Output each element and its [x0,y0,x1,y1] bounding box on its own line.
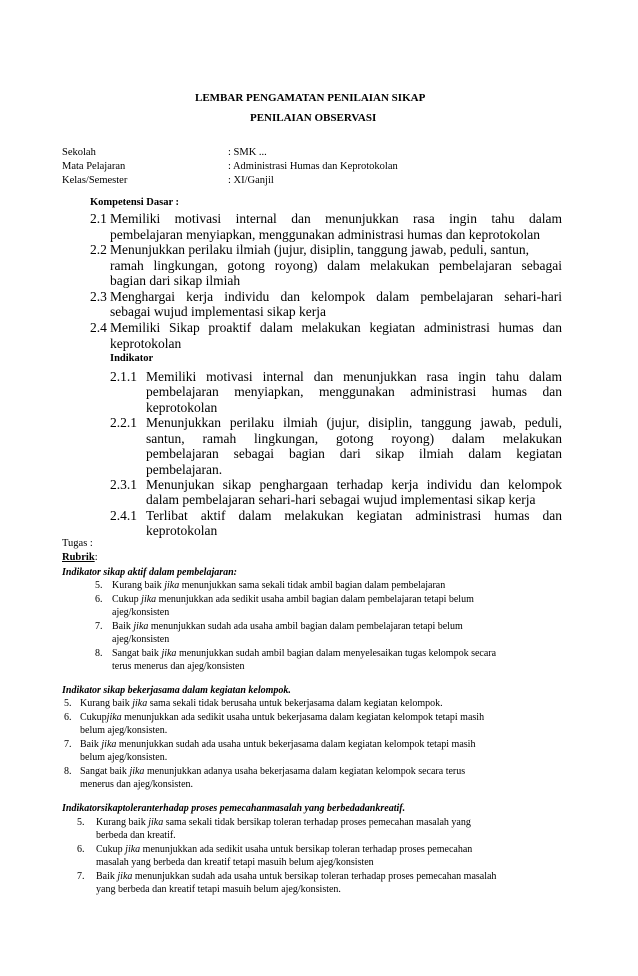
rubric-number: 7. [64,739,72,750]
rubric-text: Kurang baik jika sama sekali tidak berusaha untuk bekerjasama dalam kegiatan kelompok. [80,698,443,709]
indikator-text: keprotokolan [146,400,218,415]
section1-heading: Indikator sikap aktif dalam pembelajaran: [62,567,238,578]
indikator-number: 2.2.1 [110,415,137,430]
rubric-text: Sangat baik jika menunjukkan adanya usaha bekerjasama dalam kegiatan kelompok secara terus [80,766,466,777]
indikator-text: Menunjukan sikap penghargaan terhadap kerja individu dan kelompok [146,477,562,492]
rubric-number: 5. [77,817,85,828]
info-value: : Administrasi Humas dan Keprotokolan [228,161,398,172]
kd-text: Menunjukkan perilaku ilmiah (jujur, disiplin, tanggung jawab, peduli, santun, [110,242,530,257]
rubrik-title: Rubrik [62,552,95,563]
section2-heading: Indikator sikap bekerjasama dalam kegiatan kelompok. [62,685,291,696]
rubric-text: belum ajeg/konsisten. [80,725,168,736]
info-value: : XI/Ganjil [228,175,274,186]
rubric-number: 6. [95,594,103,605]
kd-number: 2.3 [90,289,107,304]
rubric-number: 6. [77,844,85,855]
rubric-number: 5. [95,580,103,591]
kd-number: 2.1 [90,211,107,226]
kd-number: 2.2 [90,242,107,257]
rubric-text: Cukup jika menunjukkan ada sedikit usaha ambil bagian dalam pembelajaran tetapi belum [112,594,474,605]
indikator-number: 2.3.1 [110,477,137,492]
rubric-number: 5. [64,698,72,709]
rubric-text: yang berbeda dan kreatif tetapi masuih belum ajeg/konsisten. [96,884,341,895]
indikator-text: Menunjukkan perilaku ilmiah (jujur, disiplin, tanggung jawab, peduli, [146,415,562,430]
kd-text: Memiliki motivasi internal dan menunjukkan rasa ingin tahu dalam [110,211,562,226]
rubric-text: Kurang baik jika menunjukkan sama sekali tidak ambil bagian dalam pembelajaran [112,580,446,591]
indikator-text: dalam pembelajaran sehari-hari sebagai wujud implementasi sikap kerja [146,492,536,507]
doc-subtitle: PENILAIAN OBSERVASI [250,112,377,124]
rubric-text: berbeda dan kreatif. [96,830,176,841]
kd-text: keprotokolan [110,336,182,351]
indikator-heading: Indikator [110,353,154,364]
rubric-number: 6. [64,712,72,723]
indikator-text: pembelajaran menyiapkan, menggunakan administrasi humas dan [146,384,562,399]
section3-heading: Indikatorsikaptoleranterhadap proses pemecahanmasalah yang berbedadankreatif. [62,803,406,814]
rubric-text: masalah yang berbeda dan kreatif tetapi masuih belum ajeg/konsisten [96,857,374,868]
info-value: : SMK ... [228,147,267,158]
kd-text: Memiliki Sikap proaktif dalam melakukan kegiatan administrasi humas dan [110,320,562,335]
rubric-text: Cukup jika menunjukkan ada sedikit usaha untuk bersikap toleran terhadap proses pemecahan [96,844,473,855]
rubrik-label [62,552,98,563]
indikator-text: Terlibat aktif dalam melakukan kegiatan administrasi humas dan [146,508,562,523]
rubric-text: menerus dan ajeg/konsisten. [80,779,194,790]
rubric-text: Baik jika menunjukkan sudah ada usaha ambil bagian dalam pembelajaran tetapi belum [112,621,463,632]
indikator-number: 2.1.1 [110,369,137,384]
rubric-text: Cukupjika menunjukkan ada sedikit usaha untuk bekerjasama dalam kegiatan kelompok tetapi masih [80,712,485,723]
doc-title: LEMBAR PENGAMATAN PENILAIAN SIKAP [195,92,426,104]
indikator-text: keprotokolan [146,523,218,538]
kd-number: 2.4 [90,320,107,335]
kd-heading: Kompetensi Dasar : [90,197,180,208]
rubric-number: 7. [95,621,103,632]
info-label: Kelas/Semester [62,175,128,186]
rubric-text: Kurang baik jika sama sekali tidak bersikap toleran terhadap proses pemecahan masalah yang [96,817,471,828]
kd-text: pembelajaran menyiapkan, menggunakan administrasi humas dan keprotokolan [110,227,540,242]
indikator-number: 2.4.1 [110,508,137,523]
kd-text: ramah lingkungan, gotong royong) dalam melakukan pembelajaran sebagai [110,258,562,273]
rubric-number: 8. [64,766,72,777]
indikator-text: Memiliki motivasi internal dan menunjukkan rasa ingin tahu dalam [146,369,562,384]
kd-text: bagian dari sikap ilmiah [110,273,241,288]
info-label: Sekolah [62,147,96,158]
indikator-text: pembelajaran. [146,462,223,477]
kd-text: sebagai wujud implementasi sikap kerja [110,304,326,319]
tugas-label: Tugas : [62,538,93,549]
rubric-number: 8. [95,648,103,659]
info-label: Mata Pelajaran [62,161,126,172]
rubric-text: Baik jika menunjukkan sudah ada usaha untuk bersikap toleran terhadap proses pemecahan masalah [96,871,497,882]
rubric-text: ajeg/konsisten [112,607,170,618]
kd-text: Menghargai kerja individu dan kelompok dalam pembelajaran sehari-hari [110,289,562,304]
rubric-text: terus menerus dan ajeg/konsisten [112,661,245,672]
indikator-text: pembelajaran sebagai bagian dari sikap ilmiah dalam kegiatan [146,446,562,461]
rubric-text: ajeg/konsisten [112,634,170,645]
rubric-text: belum ajeg/konsisten. [80,752,168,763]
rubrik-colon: : [94,552,98,563]
rubric-text: Baik jika menunjukkan sudah ada usaha untuk bekerjasama dalam kegiatan kelompok tetapi masih [80,739,476,750]
rubric-text: Sangat baik jika menunjukkan sudah ambil bagian dalam menyelesaikan tugas kelompok secara [112,648,497,659]
indikator-text: santun, ramah lingkungan, gotong royong) dalam melakukan [146,431,562,446]
rubric-number: 7. [77,871,85,882]
